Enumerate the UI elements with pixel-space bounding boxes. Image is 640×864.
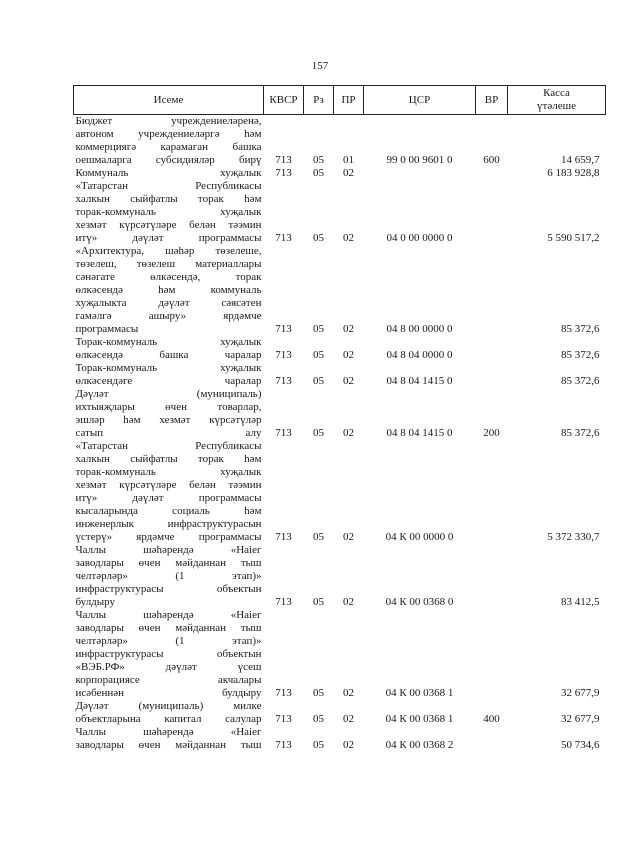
row-kvsr: 713 [275, 713, 292, 725]
row-csr: 04 К 00 0368 1 [385, 687, 454, 699]
row-rz: 05 [313, 687, 324, 699]
row-name: «Архитектура, шәһәр төзелеше, төзелеш, төзелеш материаллары сәнәгате өлкәсендә, торак өлкәсендә һәм коммуналь хуҗалыкта дәүләт сәясәтен гамәлгә ашыру» ярдәмче программасы [75, 245, 262, 335]
table-header-row [74, 86, 606, 115]
row-rz: 05 [313, 713, 324, 725]
table-row [74, 726, 606, 752]
row-vr: 600 [483, 154, 500, 166]
row-name: Торак-коммуналь хуҗалык өлкәсендә башка чаралар [75, 336, 262, 361]
row-name: Чаллы шәһәрендә «Наіег заводлары өчен мәйданнан тыш челтәрләр» (1 этап)» инфраструктурасы объектын «ВЭБ.РФ» дәүләт үсеш корпорациясе акчалары исәбеннән булдыру [75, 609, 262, 699]
row-csr: 04 К 00 0368 0 [385, 596, 454, 608]
row-amount: 85 372,6 [561, 427, 600, 439]
row-pr: 02 [343, 427, 354, 439]
row-rz: 05 [313, 427, 324, 439]
row-amount: 85 372,6 [561, 375, 600, 387]
header-vr: ВР [476, 86, 508, 115]
row-pr: 02 [343, 713, 354, 725]
row-csr: 04 8 04 0000 0 [386, 349, 453, 361]
row-rz: 05 [313, 167, 324, 179]
budget-table [73, 85, 606, 752]
row-vr [476, 336, 508, 362]
row-kvsr: 713 [275, 531, 292, 543]
row-name: Бюджет учреждениеләренә, автоном учреждениеләргә һәм коммерциягә карамаган башка оешмаларга субсидияләр бирү [75, 115, 262, 166]
row-csr: 04 К 00 0368 2 [385, 739, 454, 751]
table-row [74, 609, 606, 700]
row-name: «Татарстан Республикасы халкын сыйфатлы торак һәм торак-коммуналь хуҗалык хезмәт күрсәтүләре белән тәэмин итү» дәүләт программасы кысаларында социаль һәм инженерлык инфраструктурасын үстерү» ярдәмче программасы [75, 440, 262, 543]
row-csr: 99 0 00 9601 0 [386, 154, 453, 166]
row-csr: 04 8 00 0000 0 [386, 323, 453, 335]
row-csr: 04 8 04 1415 0 [386, 375, 453, 387]
row-pr: 02 [343, 167, 354, 179]
row-rz: 05 [313, 349, 324, 361]
row-kvsr: 713 [275, 427, 292, 439]
row-name: Коммуналь хуҗалык [75, 167, 262, 179]
row-amount: 6 183 928,8 [547, 167, 600, 179]
row-amount: 83 412,5 [561, 596, 600, 608]
table-row [74, 180, 606, 245]
row-amount: 5 590 517,2 [547, 232, 600, 244]
row-kvsr: 713 [275, 232, 292, 244]
row-rz: 05 [313, 596, 324, 608]
row-amount: 50 734,6 [561, 739, 600, 751]
row-csr: 04 К 00 0368 1 [385, 713, 454, 725]
row-vr [476, 362, 508, 388]
header-rz: Рз [304, 86, 334, 115]
page-number: 157 [311, 60, 329, 72]
table-row [74, 167, 606, 180]
row-rz: 05 [313, 531, 324, 543]
row-kvsr: 713 [275, 323, 292, 335]
row-amount: 5 372 330,7 [547, 531, 600, 543]
table-row [74, 115, 606, 168]
row-kvsr: 713 [275, 375, 292, 387]
row-name: Дәүләт (муниципаль) ихтыяҗлары өчен товарлар, эшләр һәм хезмәт күрсәтүләр сатып алу [75, 388, 262, 439]
row-amount: 32 677,9 [561, 687, 600, 699]
table-row [74, 245, 606, 336]
header-kvsr: КВСР [264, 86, 304, 115]
row-pr: 02 [343, 349, 354, 361]
row-pr: 02 [343, 531, 354, 543]
row-rz: 05 [313, 154, 324, 166]
row-name: «Татарстан Республикасы халкын сыйфатлы торак һәм торак-коммуналь хуҗалык хезмәт күрсәтүләре белән тәэмин итү» дәүләт программасы [75, 180, 262, 244]
row-csr: 04 0 00 0000 0 [386, 232, 453, 244]
row-amount: 32 677,9 [561, 713, 600, 725]
row-csr: 04 8 04 1415 0 [386, 427, 453, 439]
row-pr: 02 [343, 739, 354, 751]
row-rz: 05 [313, 323, 324, 335]
row-pr: 02 [343, 596, 354, 608]
row-vr: 400 [483, 713, 500, 725]
row-vr [476, 726, 508, 752]
row-vr [476, 440, 508, 544]
row-amount: 85 372,6 [561, 349, 600, 361]
row-vr: 200 [483, 427, 500, 439]
header-pr: ПР [334, 86, 364, 115]
row-name: Чаллы шәһәрендә «Наіег заводлары өчен мәйданнан тыш челтәрләр» (1 этап)» инфраструктурасы объектын булдыру [75, 544, 262, 608]
row-rz: 05 [313, 375, 324, 387]
row-pr: 02 [343, 375, 354, 387]
table-row [74, 362, 606, 388]
row-kvsr: 713 [275, 167, 292, 179]
row-amount: 85 372,6 [561, 323, 600, 335]
row-kvsr: 713 [275, 687, 292, 699]
row-kvsr: 713 [275, 154, 292, 166]
row-rz: 05 [313, 232, 324, 244]
row-csr: 04 К 00 0000 0 [385, 531, 454, 543]
table-row [74, 336, 606, 362]
header-csr: ЦСР [364, 86, 476, 115]
table-row [74, 544, 606, 609]
row-pr: 02 [343, 232, 354, 244]
row-pr: 02 [343, 323, 354, 335]
row-vr [476, 245, 508, 336]
row-kvsr: 713 [275, 596, 292, 608]
row-amount: 14 659,7 [561, 154, 600, 166]
table-row [74, 700, 606, 726]
row-name: Дәүләт (муниципаль) милке объектларына капитал салулар [75, 700, 262, 725]
row-vr [476, 609, 508, 700]
table-row [74, 388, 606, 440]
row-pr: 01 [343, 154, 354, 166]
row-pr: 02 [343, 687, 354, 699]
header-kassa: Касса үтәлеше [508, 86, 606, 115]
row-kvsr: 713 [275, 739, 292, 751]
row-csr [364, 167, 476, 180]
row-kvsr: 713 [275, 349, 292, 361]
header-name: Исеме [74, 86, 264, 115]
row-vr [476, 167, 508, 180]
row-vr [476, 544, 508, 609]
row-name: Торак-коммуналь хуҗалык өлкәсендәге чаралар [75, 362, 262, 387]
table-row [74, 440, 606, 544]
row-name: Чаллы шәһәрендә «Наіег заводлары өчен мәйданнан тыш [75, 726, 262, 751]
row-vr [476, 180, 508, 245]
row-rz: 05 [313, 739, 324, 751]
